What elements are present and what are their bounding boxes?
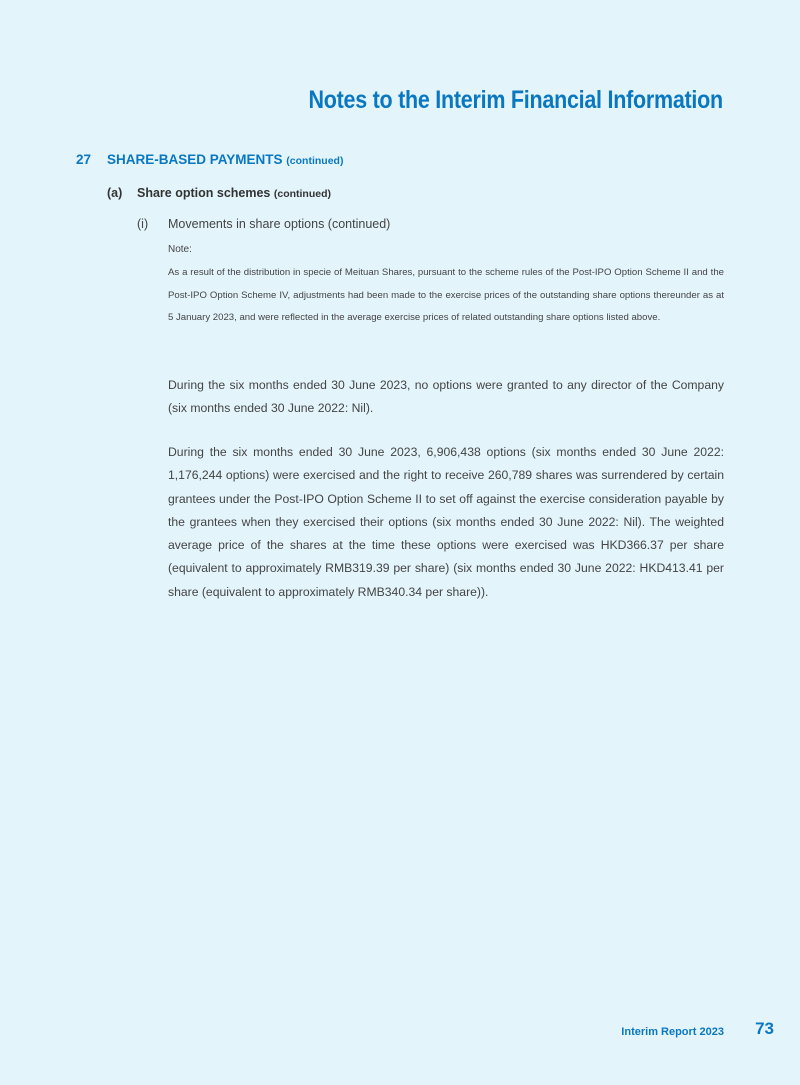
page-number: 73: [755, 1019, 774, 1038]
section-continued-label: (continued): [286, 155, 344, 167]
footer-report-name: Interim Report 2023: [621, 1026, 724, 1038]
note-text: As a result of the distribution in specie of Meituan Shares, pursuant to the scheme rules of the Post-IPO Option Scheme II and the Post-IPO Option Scheme IV, adjustments had been made to the exercise prices of the outstanding share options thereunder as at 5 January 2023, and were reflected in the average exercise prices of related outstanding share options listed above.: [168, 267, 724, 323]
subsubsection-label: (i): [137, 217, 149, 231]
section-number: 27: [76, 152, 92, 167]
subsection-continued-label: (continued): [273, 188, 332, 200]
paragraph-director-options: During the six months ended 30 June 2023, no options were granted to any director of the Company (six months ended 30 June 2022: Nil).: [168, 378, 724, 416]
subsection-heading: [137, 186, 331, 200]
subsubsection-title: Movements in share options (continued): [168, 217, 391, 231]
section-heading: [107, 152, 343, 167]
paragraph-options-exercised: During the six months ended 30 June 2023, 6,906,438 options (six months ended 30 June 2022: 1,176,244 options) were exercised and the right to receive 260,789 shares was surrendered by certain grantees under the Post-IPO Option Scheme II to set off against the exercise consideration payable by the grantees when they exercised their options (six months ended 30 June 2022: Nil). The weighted average price of the shares at the time these options were exercised was HKD366.37 per share (equivalent to approximately RMB319.39 per share) (six months ended 30 June 2022: HKD413.41 per share (equivalent to approximately RMB340.34 per share)).: [168, 445, 724, 599]
page-title: Notes to the Interim Financial Information: [308, 86, 723, 114]
subsection-title: Share option schemes: [137, 186, 271, 200]
section-title: SHARE-BASED PAYMENTS: [107, 152, 283, 167]
subsection-label: (a): [107, 186, 123, 200]
note-label: Note:: [168, 244, 192, 255]
